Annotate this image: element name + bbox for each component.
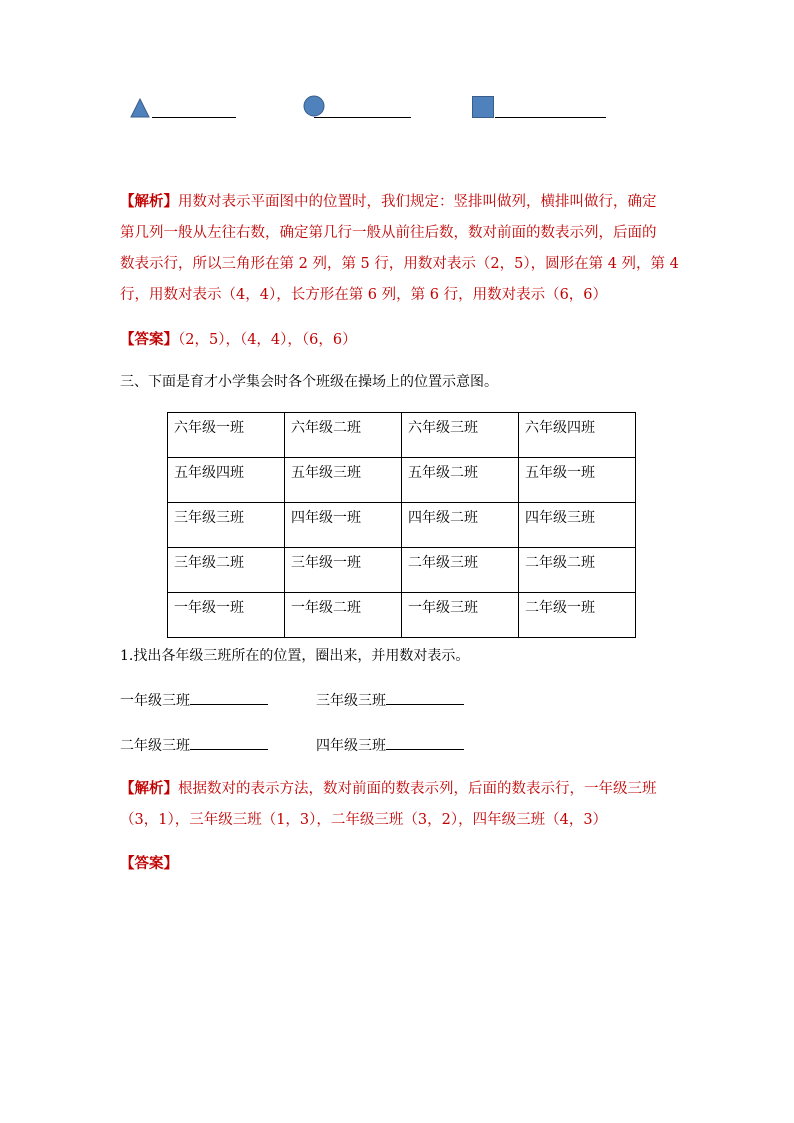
circle-icon bbox=[303, 95, 325, 117]
analysis-1-line-2: 第几列一般从左往右数，确定第几行一般从前往后数，数对前面的数表示列，后面的 bbox=[120, 225, 657, 241]
square-answer-blank[interactable] bbox=[495, 117, 606, 118]
analysis-1-line-4: 行，用数对表示（4，4），长方形在第 6 列，第 6 行，用数对表示（6，6） bbox=[120, 287, 608, 303]
answer-tag: 【答案】 bbox=[120, 331, 178, 348]
table-cell[interactable]: 六年级四班 bbox=[519, 413, 636, 458]
table-cell[interactable]: 四年级一班 bbox=[285, 503, 402, 548]
answer-blank[interactable] bbox=[190, 737, 268, 750]
analysis-1 bbox=[120, 186, 680, 311]
table-cell[interactable]: 三年级三班 bbox=[168, 503, 285, 548]
blank-grade4-class3 bbox=[316, 735, 464, 755]
analysis-2 bbox=[120, 773, 690, 836]
question-3-title: 三、下面是育才小学集会时各个班级在操场上的位置示意图。 bbox=[120, 374, 498, 390]
table-cell[interactable]: 三年级一班 bbox=[285, 548, 402, 593]
shape-row bbox=[0, 94, 794, 124]
class-position-table bbox=[167, 412, 636, 638]
table-row bbox=[168, 593, 636, 638]
blank-label: 一年级三班 bbox=[120, 693, 190, 709]
answer-tag: 【答案】 bbox=[120, 855, 178, 872]
table-row bbox=[168, 413, 636, 458]
table-cell[interactable]: 四年级三班 bbox=[519, 503, 636, 548]
table-cell[interactable]: 二年级一班 bbox=[519, 593, 636, 638]
blank-label: 二年级三班 bbox=[120, 738, 190, 754]
analysis-1-line-3: 数表示行，所以三角形在第 2 列，第 5 行，用数对表示（2，5），圆形在第 4 列，第 4 bbox=[120, 256, 679, 272]
answer-2 bbox=[120, 848, 680, 880]
table-cell[interactable]: 六年级二班 bbox=[285, 413, 402, 458]
table-cell[interactable]: 三年级二班 bbox=[168, 548, 285, 593]
sub-question-1: 1.找出各年级三班所在的位置，圈出来，并用数对表示。 bbox=[120, 648, 470, 664]
table-cell[interactable]: 四年级二班 bbox=[402, 503, 519, 548]
analysis-2-line-1: 【解析】根据数对的表示方法，数对前面的数表示列，后面的数表示行，一年级三班 bbox=[120, 780, 657, 797]
analysis-tag: 【解析】 bbox=[120, 193, 178, 210]
blank-grade3-class3 bbox=[316, 690, 464, 710]
answer-1 bbox=[120, 324, 680, 356]
blank-label: 四年级三班 bbox=[316, 738, 386, 754]
table-cell[interactable]: 五年级一班 bbox=[519, 458, 636, 503]
square-icon bbox=[472, 96, 494, 118]
circle-answer-blank[interactable] bbox=[314, 117, 411, 118]
answer-blank[interactable] bbox=[386, 737, 464, 750]
table-cell[interactable]: 六年级一班 bbox=[168, 413, 285, 458]
answer-blank[interactable] bbox=[386, 692, 464, 705]
blank-grade2-class3 bbox=[120, 735, 268, 755]
blank-grade1-class3 bbox=[120, 690, 268, 710]
table-cell[interactable]: 一年级一班 bbox=[168, 593, 285, 638]
table-row bbox=[168, 458, 636, 503]
table-cell[interactable]: 二年级二班 bbox=[519, 548, 636, 593]
table-cell[interactable]: 五年级四班 bbox=[168, 458, 285, 503]
table-row bbox=[168, 503, 636, 548]
table-cell[interactable]: 二年级三班 bbox=[402, 548, 519, 593]
table-cell[interactable]: 五年级三班 bbox=[285, 458, 402, 503]
triangle-answer-blank[interactable] bbox=[152, 117, 236, 118]
blank-label: 三年级三班 bbox=[316, 693, 386, 709]
answer-1-text: （2，5），（4，4），（6，6） bbox=[178, 332, 357, 348]
analysis-2-line-2: （3，1），三年级三班（1，3），二年级三班（3，2），四年级三班（4，3） bbox=[120, 812, 608, 828]
table-cell[interactable]: 一年级二班 bbox=[285, 593, 402, 638]
answer-blank[interactable] bbox=[190, 692, 268, 705]
analysis-tag: 【解析】 bbox=[120, 780, 178, 797]
table-cell[interactable]: 六年级三班 bbox=[402, 413, 519, 458]
analysis-1-line-1: 【解析】用数对表示平面图中的位置时，我们规定：竖排叫做列，横排叫做行，确定 bbox=[120, 193, 657, 210]
triangle-icon bbox=[130, 98, 150, 118]
table-cell[interactable]: 五年级二班 bbox=[402, 458, 519, 503]
table-cell[interactable]: 一年级三班 bbox=[402, 593, 519, 638]
table-row bbox=[168, 548, 636, 593]
